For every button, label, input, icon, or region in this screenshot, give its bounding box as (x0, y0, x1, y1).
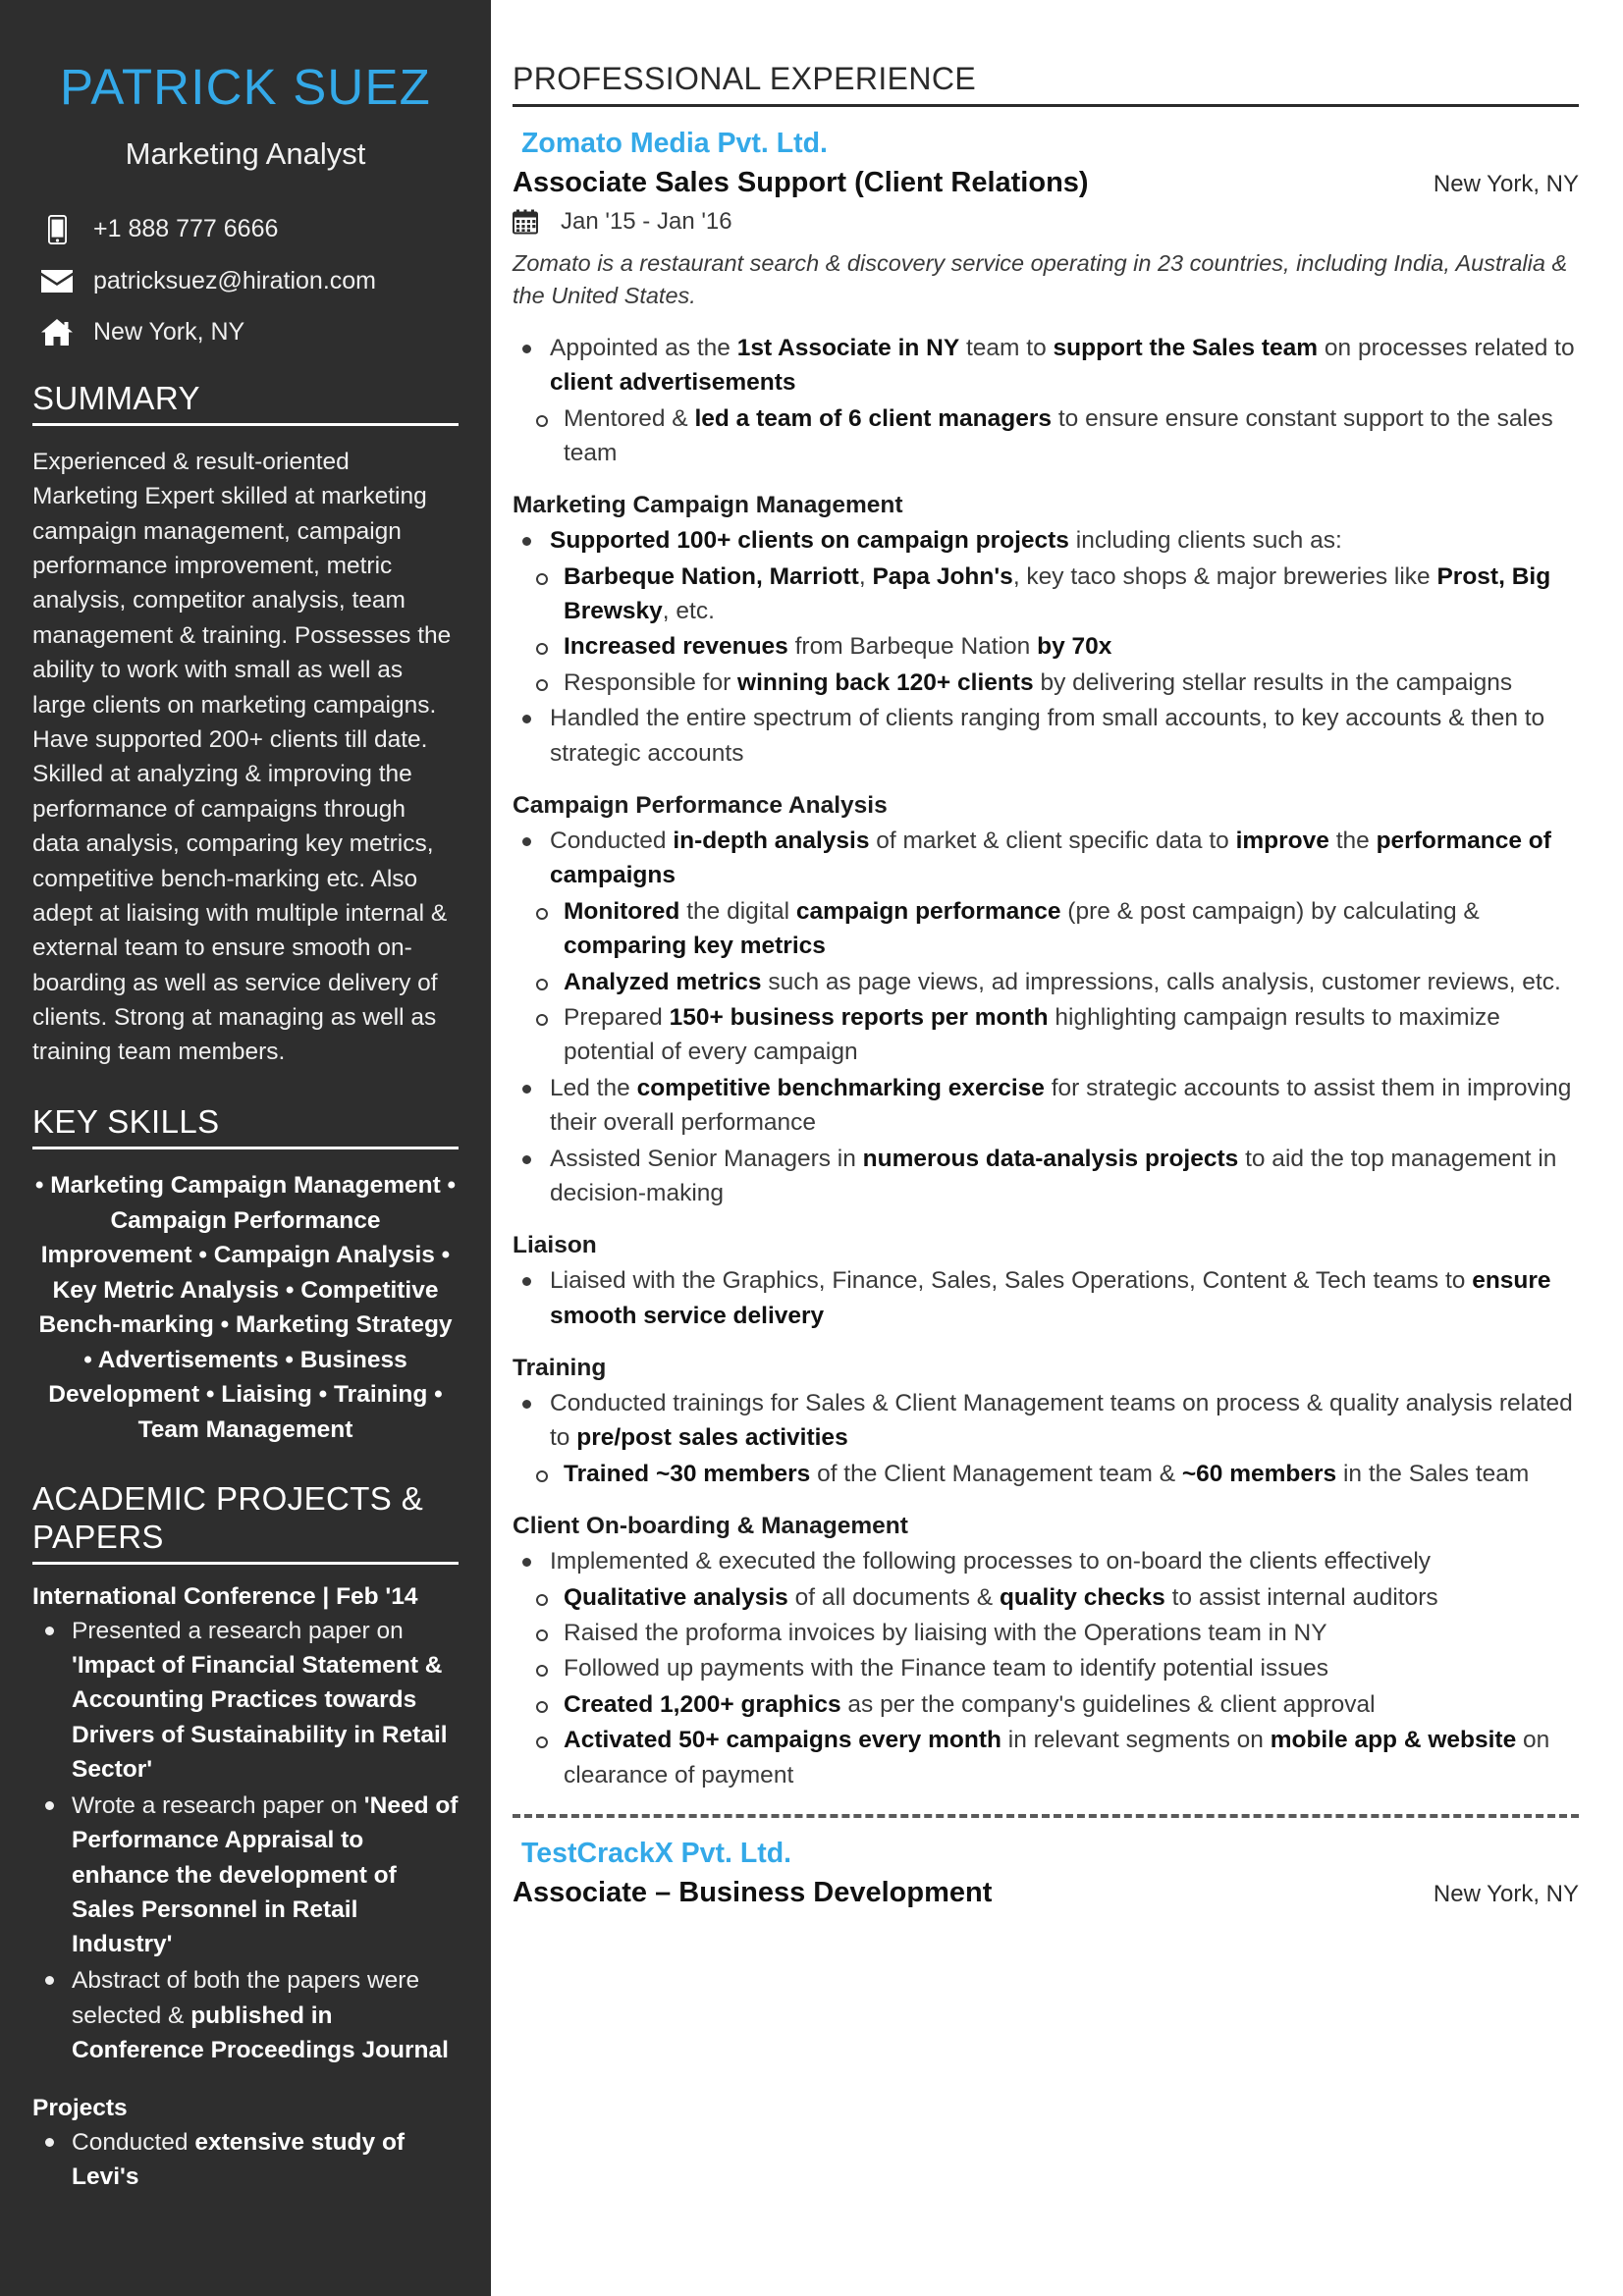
mobile-phone-icon (36, 215, 78, 244)
contact-list (32, 215, 459, 347)
sub-bullet-list (513, 1580, 1579, 1792)
conference-bullet: Wrote a research paper on 'Need of Performance Appraisal to enhance the development of Sales Personnel in Retail Industry' (32, 1789, 459, 1961)
sub-bullet-item: Trained ~30 members of the Client Management team & ~60 members in the Sales team (513, 1457, 1579, 1491)
conference-title: International Conference | Feb '14 (32, 1582, 418, 1610)
job-subheading: Liaison (513, 1232, 597, 1259)
sub-bullet-item: Monitored the digital campaign performance (pre & post campaign) by calculating & comparing key metrics (513, 894, 1579, 964)
summary-divider (32, 423, 459, 426)
bullet-list (513, 1386, 1579, 1491)
conference-bullet: Presented a research paper on 'Impact of Financial Statement & Accounting Practices towards Drivers of Sustainability in Retail Sector' (32, 1614, 459, 1787)
project-bullet: Conducted extensive study of Levi's (32, 2125, 459, 2195)
bullet-list (513, 1544, 1579, 1792)
bullet-item: Implemented & executed the following processes to on-board the clients effectively (513, 1544, 1579, 1578)
bullet-list (513, 824, 1579, 1210)
email-text: patricksuez@hiration.com (93, 266, 376, 294)
job-subheading: Training (513, 1355, 607, 1382)
contact-location[interactable] (32, 318, 459, 347)
job-role: Associate Sales Support (Client Relations) (513, 167, 1089, 198)
bullet-list (513, 523, 1579, 771)
job-subheading: Client On-boarding & Management (513, 1513, 908, 1540)
conference-bullet-list (32, 1614, 459, 2067)
contact-email[interactable] (32, 267, 459, 295)
bullet-item: Assisted Senior Managers in numerous data-analysis projects to aid the top management in decision-making (513, 1142, 1579, 1211)
home-icon (36, 319, 78, 346)
job-entry (513, 128, 1579, 1792)
sidebar (0, 0, 491, 2296)
job-entry (513, 1838, 1579, 1909)
main-content (491, 0, 1623, 2296)
jobs-container (513, 128, 1579, 1909)
bullet-item: Conducted in-depth analysis of market & client specific data to improve the performance of campaigns (513, 824, 1579, 893)
sub-bullet-item: Prepared 150+ business reports per month highlighting campaign results to maximize potential of every campaign (513, 1000, 1579, 1070)
job-subheading: Marketing Campaign Management (513, 492, 903, 519)
academic-projects-heading: ACADEMIC PROJECTS & PAPERS (32, 1480, 424, 1555)
bullet-list (513, 1263, 1579, 1333)
bullet-item: Conducted trainings for Sales & Client Management teams on process & quality analysis related to pre/post sales activities (513, 1386, 1579, 1456)
projects-title: Projects (32, 2095, 128, 2122)
academic-projects-divider (32, 1562, 459, 1565)
job-date-row (513, 208, 1579, 236)
sub-bullet-list (513, 401, 1579, 471)
job-role-row (513, 1877, 1579, 1909)
job-location: New York, NY (1433, 1881, 1579, 1907)
sub-bullet-list (513, 1457, 1579, 1491)
sub-bullet-item: Activated 50+ campaigns every month in relevant segments on mobile app & website on clearance of payment (513, 1723, 1579, 1792)
professional-experience-heading: PROFESSIONAL EXPERIENCE (513, 61, 977, 96)
sub-bullet-item: Responsible for winning back 120+ clients by delivering stellar results in the campaigns (513, 666, 1579, 700)
job-company: Zomato Media Pvt. Ltd. (521, 128, 828, 159)
job-role: Associate – Business Development (513, 1877, 993, 1908)
candidate-name: PATRICK SUEZ (59, 59, 432, 115)
job-separator (513, 1814, 1579, 1818)
job-role-row (513, 167, 1579, 199)
envelope-icon (36, 270, 78, 293)
bullet-item: Appointed as the 1st Associate in NY team to support the Sales team on processes related to client advertisements (513, 331, 1579, 400)
summary-text: Experienced & result-oriented Marketing Expert skilled at marketing campaign management, campaign performance improvement, metric analysis, competitor analysis, team management & training. Possesses the ability to work with small as well as large clients on marketing campaigns. Have supported 200+ clients till date. Skilled at analyzing & improving the performance of campaigns through data analysis, comparing key metrics, competitive bench-marking etc. Also adept at liaising with multiple internal & external team to ensure smooth on-boarding as well as service delivery of clients. Strong at managing as well as training team members. (32, 448, 452, 1066)
sub-bullet-list (513, 560, 1579, 701)
job-location: New York, NY (1433, 171, 1579, 197)
key-skills-divider (32, 1147, 459, 1149)
bullet-item: Liaised with the Graphics, Finance, Sales, Sales Operations, Content & Tech teams to ensure smooth service delivery (513, 1263, 1579, 1333)
sub-bullet-item: Barbeque Nation, Marriott, Papa John's, key taco shops & major breweries like Prost, Big Brewsky, etc. (513, 560, 1579, 629)
sub-bullet-item: Created 1,200+ graphics as per the company's guidelines & client approval (513, 1687, 1579, 1722)
job-company: TestCrackX Pvt. Ltd. (521, 1838, 792, 1869)
calendar-icon (513, 209, 542, 235)
professional-experience-divider (513, 104, 1579, 107)
sub-bullet-item: Raised the proforma invoices by liaising with the Operations team in NY (513, 1616, 1579, 1650)
sub-bullet-list (513, 894, 1579, 1070)
phone-text: +1 888 777 6666 (93, 215, 279, 243)
bullet-item: Supported 100+ clients on campaign projects including clients such as: (513, 523, 1579, 558)
sub-bullet-item: Analyzed metrics such as page views, ad impressions, calls analysis, customer reviews, etc. (513, 965, 1579, 999)
summary-heading: SUMMARY (32, 379, 200, 416)
sub-bullet-item: Mentored & led a team of 6 client managers to ensure ensure constant support to the sales team (513, 401, 1579, 471)
job-dates: Jan '15 - Jan '16 (561, 208, 732, 235)
job-subheading: Campaign Performance Analysis (513, 792, 888, 820)
conference-bullet: Abstract of both the papers were selected & published in Conference Proceedings Journal (32, 1963, 459, 2067)
key-skills-heading: KEY SKILLS (32, 1102, 220, 1140)
candidate-job-title: Marketing Analyst (125, 135, 366, 171)
bullet-list (513, 331, 1579, 471)
bullet-item: Led the competitive benchmarking exercise for strategic accounts to assist them in improving their overall performance (513, 1071, 1579, 1141)
sub-bullet-item: Qualitative analysis of all documents & quality checks to assist internal auditors (513, 1580, 1579, 1615)
projects-bullet-list (32, 2125, 459, 2195)
job-description: Zomato is a restaurant search & discovery service operating in 23 countries, including India, Australia & the United States. (513, 250, 1568, 309)
bullet-item: Handled the entire spectrum of clients ranging from small accounts, to key accounts & then to strategic accounts (513, 701, 1579, 771)
location-text: New York, NY (93, 317, 245, 346)
key-skills-text: • Marketing Campaign Management • Campaign Performance Improvement • Campaign Analysis • Key Metric Analysis • Competitive Bench-marking • Marketing Strategy • Advertisements • Business Development • Liaising • Training • Team Management (34, 1172, 457, 1443)
contact-phone[interactable] (32, 215, 459, 244)
sub-bullet-item: Followed up payments with the Finance team to identify potential issues (513, 1651, 1579, 1685)
sub-bullet-item: Increased revenues from Barbeque Nation by 70x (513, 629, 1579, 664)
